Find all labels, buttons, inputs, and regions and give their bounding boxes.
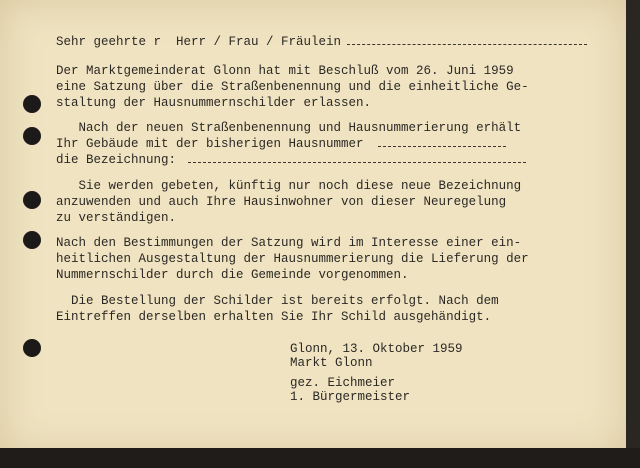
paragraph-line: Der Marktgemeinderat Glonn hat mit Beschluß vom 26. Juni 1959 <box>56 64 514 78</box>
paragraph-line <box>56 136 506 152</box>
paragraph-line <box>56 152 526 168</box>
paragraph-line: anzuwenden und auch Ihre Hausinwohner von dieser Neuregelung <box>56 195 507 209</box>
salutation-line <box>56 34 587 50</box>
paragraph-line: Nummernschilder durch die Gemeinde vorgenommen. <box>56 268 409 282</box>
paragraph-line: Nach der neuen Straßenbenennung und Hausnummerierung erhält <box>56 121 522 135</box>
salutation: Sehr geehrte r Herr / Frau / Fräulein <box>56 35 342 49</box>
paragraph-line: staltung der Hausnummernschilder erlassen. <box>56 96 372 110</box>
paragraph-line: eine Satzung über die Straßenbenennung und die einheitliche Ge- <box>56 80 529 94</box>
new-designation-label: die Bezeichnung: <box>56 153 177 167</box>
paragraph-line: Nach den Bestimmungen der Satzung wird im Interesse einer ein- <box>56 236 522 250</box>
place-date: Glonn, 13. Oktober 1959 <box>290 342 463 356</box>
paragraph-line: Eintreffen derselben erhalten Sie Ihr Schild ausgehändigt. <box>56 310 492 324</box>
paragraph-line: Sie werden gebeten, künftig nur noch diese neue Bezeichnung <box>56 179 522 193</box>
new-designation-blank <box>188 152 526 163</box>
authority: Markt Glonn <box>290 356 373 370</box>
paragraph-line: Die Bestellung der Schilder ist bereits erfolgt. Nach dem <box>56 294 499 308</box>
paragraph-line: zu verständigen. <box>56 211 177 225</box>
name-blank <box>347 34 587 45</box>
signature-line: gez. Eichmeier <box>290 376 396 390</box>
old-number-label: Ihr Gebäude mit der bisherigen Hausnummer <box>56 137 364 151</box>
old-number-blank <box>378 136 506 147</box>
signatory-title: 1. Bürgermeister <box>290 390 411 404</box>
paragraph-line: heitlichen Ausgestaltung der Hausnummerierung die Lieferung der <box>56 252 529 266</box>
